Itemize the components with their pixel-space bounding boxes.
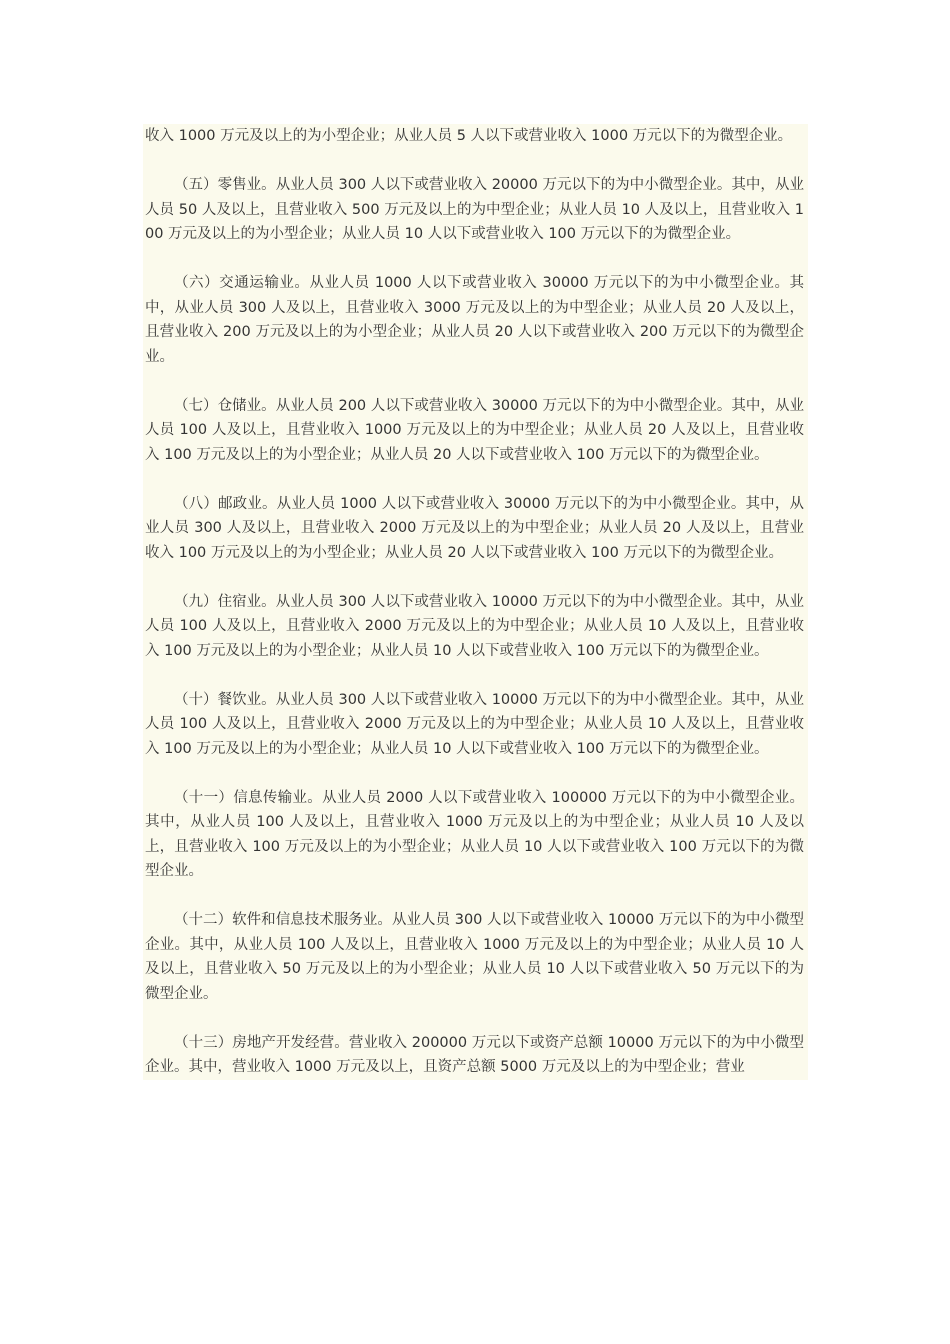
paragraph-continuation: 收入 1000 万元及以上的为小型企业；从业人员 5 人以下或营业收入 1000 万元以下的为微型企业。 bbox=[145, 128, 793, 144]
paragraph-warehousing: （七）仓储业。从业人员 200 人以下或营业收入 30000 万元以下的为中小微型企业。其中，从业人员 100 人及以上，且营业收入 1000 万元及以上的为中型企业；从业人员 20 人及以上，且营业收入 100 万元及以上的为小型企业；从业人员 20 人以下或营业收入 100 万元以下的为微型企业。 bbox=[145, 397, 804, 463]
paragraph-retail: （五）零售业。从业人员 300 人以下或营业收入 20000 万元以下的为中小微型企业。其中，从业人员 50 人及以上，且营业收入 500 万元及以上的为中型企业；从业人员 10 人及以上，且营业收入 100 万元及以上的为小型企业；从业人员 10 人以下或营业收入 100 万元以下的为微型企业。 bbox=[145, 177, 804, 242]
paragraph-real-estate: （十三）房地产开发经营。营业收入 200000 万元以下或资产总额 10000 万元以下的为中小微型企业。其中，营业收入 1000 万元及以上，且资产总额 5000 万元及以上的为中型企业；营业 bbox=[145, 1034, 804, 1075]
document-body bbox=[143, 124, 808, 1080]
paragraph-software-it: （十二）软件和信息技术服务业。从业人员 300 人以下或营业收入 10000 万元以下的为中小微型企业。其中，从业人员 100 人及以上，且营业收入 1000 万元及以上的为中型企业；从业人员 10 人及以上，且营业收入 50 万元及以上的为小型企业；从业人员 10 人以下或营业收入 50 万元以下的为微型企业。 bbox=[145, 912, 804, 1002]
paragraph-information-transmission: （十一）信息传输业。从业人员 2000 人以下或营业收入 100000 万元以下的为中小微型企业。其中，从业人员 100 人及以上，且营业收入 1000 万元及以上的为中型企业；从业人员 10 人及以上，且营业收入 100 万元及以上的为小型企业；从业人员 10 人以下或营业收入 100 万元以下的为微型企业。 bbox=[145, 789, 804, 879]
paragraph-catering: （十）餐饮业。从业人员 300 人以下或营业收入 10000 万元以下的为中小微型企业。其中，从业人员 100 人及以上，且营业收入 2000 万元及以上的为中型企业；从业人员 10 人及以上，且营业收入 100 万元及以上的为小型企业；从业人员 10 人以下或营业收入 100 万元以下的为微型企业。 bbox=[145, 691, 804, 757]
paragraph-postal: （八）邮政业。从业人员 1000 人以下或营业收入 30000 万元以下的为中小微型企业。其中，从业人员 300 人及以上，且营业收入 2000 万元及以上的为中型企业；从业人员 20 人及以上，且营业收入 100 万元及以上的为小型企业；从业人员 20 人以下或营业收入 100 万元以下的为微型企业。 bbox=[145, 495, 804, 561]
paragraph-transport: （六）交通运输业。从业人员 1000 人以下或营业收入 30000 万元以下的为中小微型企业。其中，从业人员 300 人及以上，且营业收入 3000 万元及以上的为中型企业；从业人员 20 人及以上，且营业收入 200 万元及以上的为小型企业；从业人员 20 人以下或营业收入 200 万元以下的为微型企业。 bbox=[145, 275, 804, 365]
paragraph-accommodation: （九）住宿业。从业人员 300 人以下或营业收入 10000 万元以下的为中小微型企业。其中，从业人员 100 人及以上，且营业收入 2000 万元及以上的为中型企业；从业人员 10 人及以上，且营业收入 100 万元及以上的为小型企业；从业人员 10 人以下或营业收入 100 万元以下的为微型企业。 bbox=[145, 593, 804, 659]
